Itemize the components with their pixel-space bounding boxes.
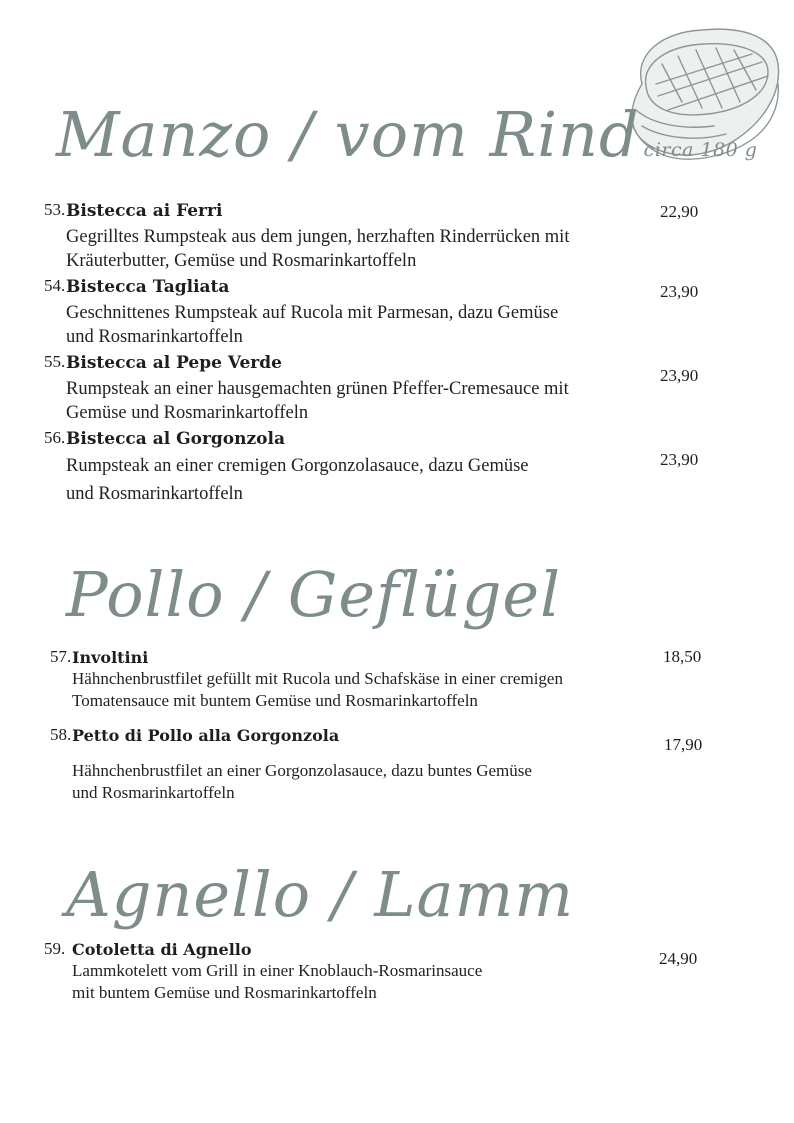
section-title [56,98,757,171]
section-title [66,858,574,931]
item-description-line: Gegrilltes Rumpsteak aus dem jungen, herzhaften Rinderrücken mit [66,227,570,247]
item-description-line: und Rosmarinkartoffeln [66,484,243,504]
item-number: 56. [44,428,66,447]
item-description-line: und Rosmarinkartoffeln [72,783,235,802]
item-number: 55. [44,352,66,371]
section-title-text: Agnello / Lamm [66,858,575,931]
item-price: 18,50 [663,647,702,666]
item-name: Bistecca al Pepe Verde [66,353,282,373]
section-subtitle: circa 180 g [643,139,758,161]
item-description-line: Tomatensauce mit buntem Gemüse und Rosmarinkartoffeln [72,691,478,710]
item-number: 54. [44,276,66,295]
section-title-text: Pollo / Geflügel [66,558,561,631]
item-price: 23,90 [660,366,699,385]
item-description-line: Geschnittenes Rumpsteak auf Rucola mit Parmesan, dazu Gemüse [66,303,559,323]
item-price: 17,90 [664,735,703,754]
item-description-line: Kräuterbutter, Gemüse und Rosmarinkartoffeln [66,251,417,271]
item-price: 23,90 [660,450,699,469]
item-name: Bistecca al Gorgonzola [66,429,285,449]
item-name: Bistecca Tagliata [66,277,230,297]
item-number: 59. [44,939,66,958]
item-description-line: Rumpsteak an einer hausgemachten grünen Pfeffer-Cremesauce mit [66,379,569,399]
item-name: Petto di Pollo alla Gorgonzola [72,726,340,745]
item-name: Cotoletta di Agnello [72,940,252,959]
item-price: 24,90 [659,949,698,968]
item-name: Involtini [72,648,149,667]
item-description-line: Lammkotelett vom Grill in einer Knoblauch-Rosmarinsauce [72,961,483,980]
item-description-line: Hähnchenbrustfilet an einer Gorgonzolasauce, dazu buntes Gemüse [72,761,532,780]
item-number: 53. [44,200,66,219]
item-description-line: mit buntem Gemüse und Rosmarinkartoffeln [72,983,377,1002]
item-number: 57. [50,647,72,666]
section-title-text: Manzo / vom Rind [56,98,640,171]
item-description-line: Gemüse und Rosmarinkartoffeln [66,403,309,423]
item-description-line: Rumpsteak an einer cremigen Gorgonzolasauce, dazu Gemüse [66,456,529,476]
item-description-line: Hähnchenbrustfilet gefüllt mit Rucola und Schafskäse in einer cremigen [72,669,563,688]
item-number: 58. [50,725,72,744]
item-name: Bistecca ai Ferri [66,201,223,221]
item-description-line: und Rosmarinkartoffeln [66,327,243,347]
section-title [66,558,561,631]
item-price: 22,90 [660,202,699,221]
item-price: 23,90 [660,282,699,301]
